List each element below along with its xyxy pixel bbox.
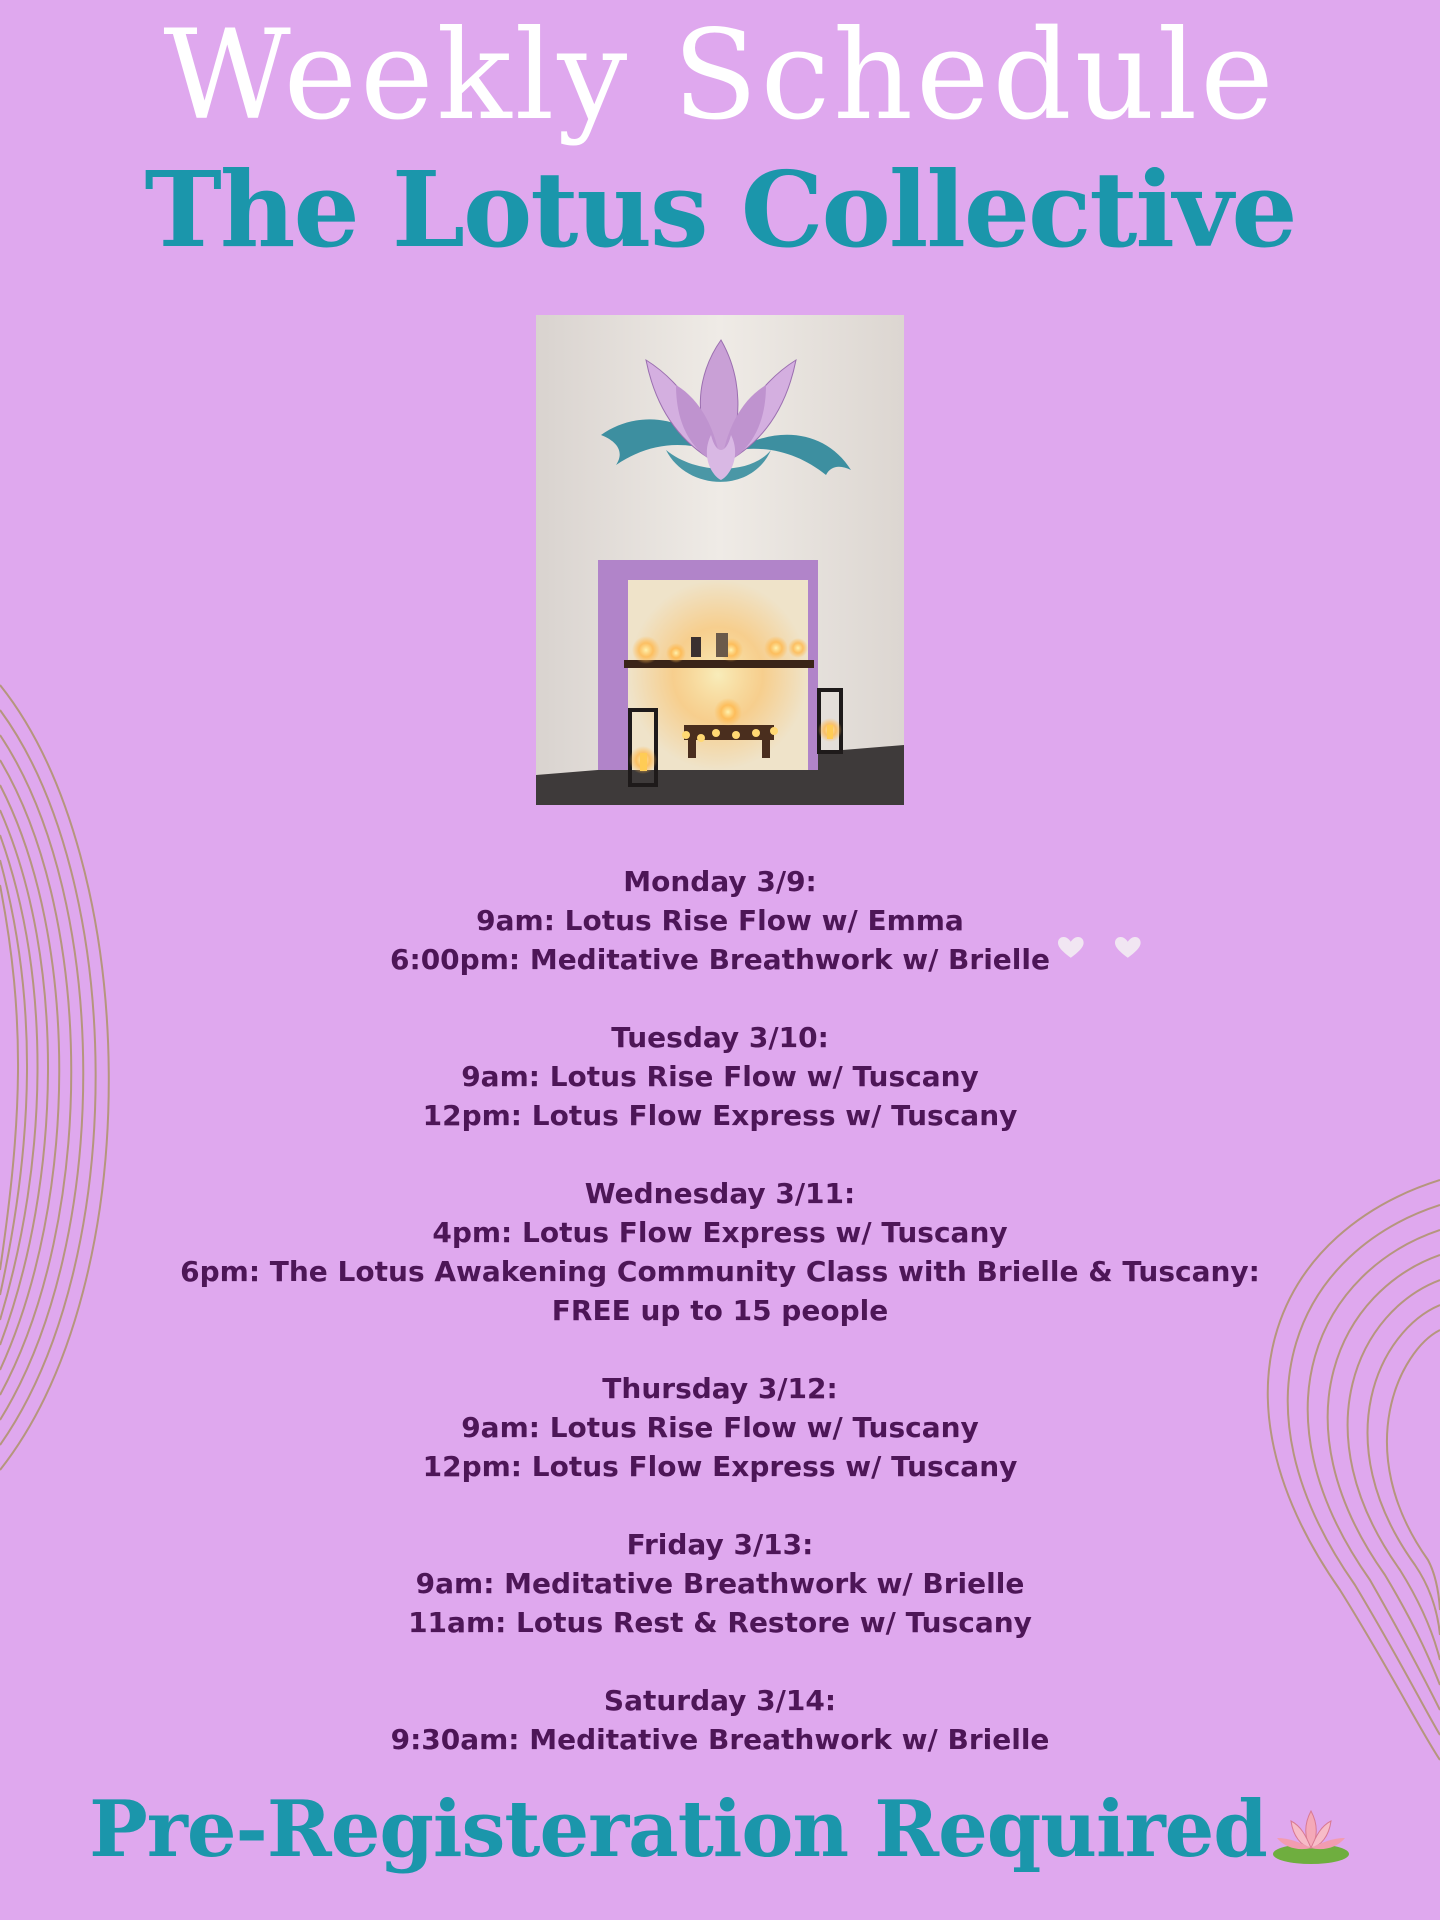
class-entry: 6pm: The Lotus Awakening Community Class with Brielle & Tuscany:	[180, 1255, 1260, 1288]
class-schedule	[0, 862, 1440, 1798]
class-entry: 12pm: Lotus Flow Express w/ Tuscany	[422, 1099, 1018, 1132]
day-heading: Wednesday 3/11:	[584, 1177, 856, 1210]
class-entry: 9am: Lotus Rise Flow w/ Emma	[476, 904, 964, 937]
class-entry: FREE up to 15 people	[551, 1294, 889, 1327]
schedule-day	[0, 862, 1440, 979]
registration-notice	[0, 1780, 1440, 1880]
schedule-day	[0, 1018, 1440, 1135]
day-heading: Thursday 3/12:	[602, 1372, 838, 1405]
day-heading: Saturday 3/14:	[603, 1684, 837, 1717]
class-entry: 9am: Lotus Rise Flow w/ Tuscany	[461, 1060, 979, 1093]
lotus-emoji-icon	[1271, 1806, 1351, 1866]
schedule-day	[0, 1369, 1440, 1486]
schedule-day	[0, 1174, 1440, 1330]
class-entry: 9:30am: Meditative Breathwork w/ Brielle	[390, 1723, 1050, 1756]
class-entry: 9am: Meditative Breathwork w/ Brielle	[415, 1567, 1025, 1600]
day-heading: Tuesday 3/10:	[611, 1021, 829, 1054]
class-entry: 6:00pm: Meditative Breathwork w/ Brielle	[390, 943, 1050, 976]
day-heading: Friday 3/13:	[626, 1528, 814, 1561]
registration-text: Pre-Registeration Required	[89, 1784, 1267, 1875]
class-entry: 12pm: Lotus Flow Express w/ Tuscany	[422, 1450, 1018, 1483]
schedule-day	[0, 1681, 1440, 1759]
class-entry: 11am: Lotus Rest & Restore w/ Tuscany	[408, 1606, 1032, 1639]
page-title: Weekly Schedule	[163, 4, 1277, 148]
class-entry: 9am: Lotus Rise Flow w/ Tuscany	[461, 1411, 979, 1444]
studio-name: The Lotus Collective	[144, 148, 1296, 271]
class-entry: 4pm: Lotus Flow Express w/ Tuscany	[432, 1216, 1008, 1249]
day-heading: Monday 3/9:	[623, 865, 817, 898]
schedule-day	[0, 1525, 1440, 1642]
studio-photo	[536, 315, 904, 805]
